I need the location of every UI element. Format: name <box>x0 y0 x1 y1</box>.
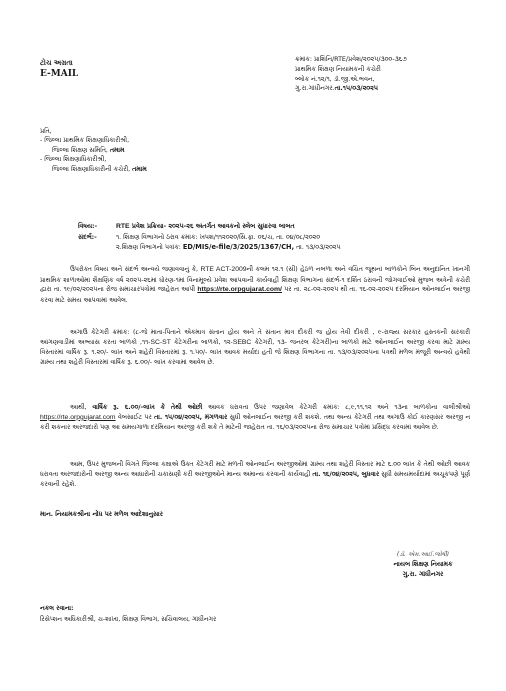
paragraph-2: અગાઉ કેટેગરી ક્રમાંક: (૮-જે માતા-પિતાને એકમાત્ર સંતાન હોય અને તે સંતાન માત્ર દીકરી જ હોય તેવી દીકરી , ૯-રાજ્ય સરકાર હસ્તકની સરકારી આંગણવાડીમાં અભ્યાસ કરતા બાળકો ,૧૧-SC-ST કેટેગરીના બાળકો, ૧૨-SEBC કેટેગરી, ૧૩- જનરલ કેટેગરી)ના બાળકો માટે ઓનલાઈન અરજી કરવા માટે ગ્રામ્ય વિસ્તારમાં વાર્ષિક રૂ. ૧.૨૦/- લાખ અને શહેરી વિસ્તારમાં રૂ. ૧.૫૦/- લાખ આવક મર્યાદા હતી જે શિક્ષણ વિભાગના તા. ૧૩/૦૩/૨૦૨૫ના પત્રથી મળેલ મંજૂરી અન્વયે હવેથી ગ્રામ્ય તથા શહેરી વિસ્તારમાં વાર્ષિક રૂ. ૬.૦૦/- લાખ કરવામાં આવેલ છે. <box>40 329 471 367</box>
rte-website-link[interactable]: https://rte.orpgujarat.com <box>40 413 116 421</box>
reference-2-code: ED/MIS/e-file/3/2025/1367/CH, <box>182 243 295 252</box>
recipient-2-office: જિલ્લા શિક્ષણાધિકારીની કચેરી, તમામ <box>52 165 147 173</box>
email-label: E-MAIL <box>40 69 79 80</box>
letter-date: તા.૧૫/૦૩/૨૦૨૫ <box>334 85 378 93</box>
recipient-1: - જિલ્લા પ્રાથમિક શિક્ષણાધિકારીશ્રી, <box>40 137 130 145</box>
signature-block <box>368 550 478 580</box>
place-date: ગુ.રા.ગાંધીનગર.તા.૧૫/૦૩/૨૦૨૫ <box>295 85 378 93</box>
order-note: માન. નિયામકશ્રીના નોંધ પર મળેલ આદેશાનુસાર <box>40 511 163 518</box>
signature-name: (ડૉ. એમ.આઈ.જોષી) <box>396 551 450 558</box>
reference-2: ૨.શિક્ષણ વિભાગનો પત્રાંક: ED/MIS/e-file/3/2025/1367/CH, તા. ૧૩/૦૩/૨૦૨૫ <box>116 243 341 252</box>
subject-row <box>78 222 498 233</box>
paragraph-4: આમ, ઉપર મુજબની વિગતે જિલ્લા કક્ષાએ ઉક્ત કેટેગરી માટે મળતી ઓનલાઈન અરજીઓમાં ગ્રામ્ય તથા શહેરી વિસ્તાર માટે ૬.૦૦ લાખ કે તેથી ઓછી આવક ધરાવતા અરજદારોની અરજી અન્ય આધારોની ચકાસણી કરી અરજીઓને માન્ય અમાન્ય કરવાની કાર્યવાહી તા. ૧૬/૦૪/૨૦૨૫, બુધવાર સુધી સમયમર્યાદામાં અચૂકપણે પૂર્ણ કરવાની રહેશે. <box>40 461 471 488</box>
rte-portal-link[interactable]: https://rte.orpgujarat.com/ <box>197 286 282 294</box>
signatory-title: નાયબ શિક્ષણ નિયામક <box>393 560 453 568</box>
recipient-1-office: જિલ્લા શિક્ષણ સમિતિ, તમામ <box>52 146 125 154</box>
subject-text: RTE પ્રવેશ પ્રક્રિયા- ૨૦૨૫-૨૬ અંતર્ગત આવકનો સ્લેબ સુધારવા બાબત <box>116 223 295 230</box>
copy-recipient: રિસેપ્શન અધિકારીશ્રી, ચ-શાખા, શિક્ષણ વિભાગ, સચિવાલય, ગાંધીનગર <box>40 616 217 624</box>
reference-1: ૧. શિક્ષણ વિભાગનો ઠરાવ ક્રમાંક: ખપશ/૧૧૨૦૨૦/સિ.ફા. ૦૬/ચ, તા. ૦૪/૦૮/૨૦૨૦ <box>116 233 321 241</box>
signatory-place: ગુ.રા. ગાંધીનગર <box>402 570 444 578</box>
paragraph-3: આથી, વાર્ષિક રૂ. ૬.૦૦/-લાખ કે તેથી ઓછી આવક ધરાવતા ઉપર જણાવેલ કેટેગરી ક્રમાંક: ૮,૯,૧૧,૧૨ અને ૧૩ના બાળકોના વાલીશ્રીઓ https://rte.orpgujarat.com વેબસાઈટ પર તા. ૧૫/૦૪/૨૦૨૫, મંગળવાર સુધી ઓનલાઈન અરજી કરી શકશે. તથા અન્ય કેટેગરી તથા અગાઉ કોઈ કારણસર અરજી ન કરી શકનાર અરજદારો પણ આ સમયગાળા દરમિયાન અરજી કરી શકે તે માટેની જાહેરાત તા. ૧૬/૦૩/૨૦૨૫ના રોજ સમાચાર પત્રોમાં પ્રસિદ્ધ કરવામાં આવેલ છે. <box>40 404 471 432</box>
header-right <box>295 55 495 94</box>
reference-row-2 <box>78 242 498 253</box>
copy-to <box>40 603 216 626</box>
reference-label: સંદર્ભ:- <box>78 233 97 241</box>
recipients-heading: પ્રતિ, <box>40 128 52 135</box>
priority-label: ટોચ અગ્રતા <box>40 59 73 67</box>
office-name: પ્રાથમિક શિક્ષણ નિયામકની કચેરી <box>295 65 381 73</box>
office-address: બ્લોક નં.૧૨/૧, ડૉ.જી.એ.ભવન, <box>295 75 375 83</box>
recipient-2: - જિલ્લા શિક્ષણાધિકારીશ્રી, <box>40 156 107 164</box>
copy-heading: નકલ રવાના: <box>40 605 74 612</box>
letter-number: ક્રમાંક: પ્રાશિનિ/RTE/પ્રવેશ/૨૦૨૫/૩૦૦-૩૬૭ <box>295 56 407 63</box>
reference-row-1 <box>78 233 498 243</box>
recipients <box>40 127 480 174</box>
subject-block <box>78 222 498 253</box>
paragraph-1: ઉપરોક્ત વિષય અને સંદર્ભ અન્વયે જણાવવાનું કે, RTE ACT-2009ની કલમ ૧૨.૧ (સી) હેઠળ નબળા અને વંચિત જૂથનાં બાળકોને બિન અનુદાનિત ખાનગી પ્રાથમિક શાળાઓમાં શૈક્ષણિક વર્ષ ૨૦૨૫-૨૬માં ધોરણ-૧માં વિનામૂલ્યે પ્રવેશ આપવાની કાર્યવાહી શિક્ષણ વિભાગના સંદર્ભ-૧ દર્શિત ઠરાવની જોગવાઈઓ મુજબ અત્રેની કચેરી દ્વારા તા. ૧૯/૦૨/૨૦૨૫ના રોજ સમાચારપત્રોમાં જાહેરાત આપી https://rte.orpgujarat.com/ પર તા. ૨૮-૦૨-૨૦૨૫ થી તા. ૧૬-૦૨-૨૦૨૫ દરમિયાન ઓનલાઈન અરજી કરવા માટે સમય આપવામાં આવેલ. <box>40 266 470 304</box>
header-left <box>40 58 78 81</box>
subject-label: વિષય:- <box>78 223 98 230</box>
